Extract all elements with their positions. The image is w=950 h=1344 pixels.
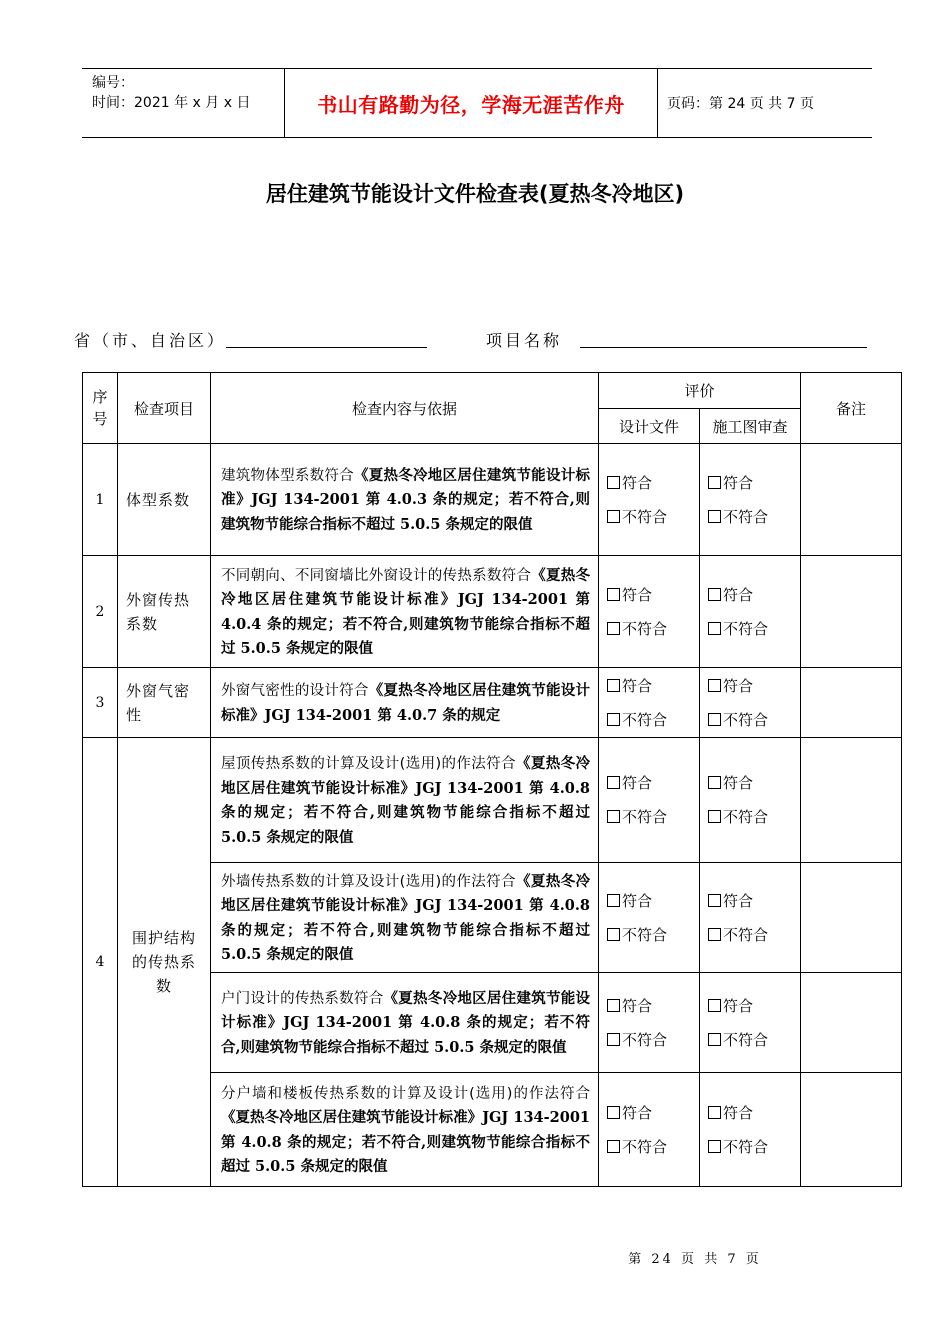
header-remark: 备注	[801, 373, 902, 444]
option-yes[interactable]: 符合	[708, 466, 800, 500]
remark-cell[interactable]	[801, 444, 902, 556]
remark-cell[interactable]	[801, 1073, 902, 1187]
row-item: 围护结构的传热系数	[118, 738, 211, 1187]
design-eval	[599, 973, 700, 1073]
row-content: 建筑物体型系数符合《夏热冬冷地区居住建筑节能设计标准》JGJ 134-2001 第 4.0.3 条的规定；若不符合,则建筑物节能综合指标不超过 5.0.5 条规定的限值	[211, 444, 599, 556]
option-no[interactable]: 不符合	[708, 703, 800, 737]
review-eval	[700, 973, 801, 1073]
remark-cell[interactable]	[801, 556, 902, 668]
motto-text: 书山有路勤为径，学海无涯苦作舟	[317, 92, 625, 117]
page-header	[82, 68, 872, 138]
row-number: 1	[83, 444, 118, 556]
review-eval	[700, 1073, 801, 1187]
option-no[interactable]: 不符合	[708, 1130, 800, 1164]
design-eval	[599, 444, 700, 556]
review-eval	[700, 863, 801, 973]
checkbox-icon	[607, 713, 620, 726]
footer-page-number: 第 24 页 共 7 页	[628, 1252, 762, 1267]
checkbox-icon	[607, 776, 620, 789]
province-field-line	[226, 347, 427, 348]
page-footer	[0, 1248, 950, 1267]
header-info-cell	[82, 69, 285, 137]
option-yes[interactable]: 符合	[708, 669, 800, 703]
option-no[interactable]: 不符合	[607, 500, 699, 534]
review-eval	[700, 444, 801, 556]
checkbox-icon	[708, 476, 721, 489]
option-no[interactable]: 不符合	[708, 800, 800, 834]
checkbox-icon	[607, 810, 620, 823]
checkbox-icon	[708, 999, 721, 1012]
table-row	[83, 556, 902, 668]
option-yes[interactable]: 符合	[607, 466, 699, 500]
design-eval	[599, 863, 700, 973]
review-eval	[700, 738, 801, 863]
checkbox-icon	[607, 1033, 620, 1046]
checkbox-icon	[607, 679, 620, 692]
table-row	[83, 738, 902, 863]
checklist-table	[82, 372, 902, 1187]
checkbox-icon	[607, 622, 620, 635]
checkbox-icon	[607, 588, 620, 601]
row-number: 2	[83, 556, 118, 668]
row-item: 外窗气密性	[118, 668, 211, 738]
option-yes[interactable]: 符合	[607, 669, 699, 703]
header-item: 检查项目	[118, 373, 211, 444]
checkbox-icon	[708, 1140, 721, 1153]
remark-cell[interactable]	[801, 668, 902, 738]
row-content: 分户墙和楼板传热系数的计算及设计(选用)的作法符合《夏热冬冷地区居住建筑节能设计标准》JGJ 134-2001 第 4.0.8 条的规定；若不符合,则建筑物节能综合指标不超过 5.0.5 条规定的限值	[211, 1073, 599, 1187]
option-no[interactable]: 不符合	[607, 918, 699, 952]
review-eval	[700, 556, 801, 668]
option-no[interactable]: 不符合	[607, 1130, 699, 1164]
checkbox-icon	[708, 713, 721, 726]
option-yes[interactable]: 符合	[708, 766, 800, 800]
row-number: 4	[83, 738, 118, 1187]
checkbox-icon	[607, 476, 620, 489]
row-number: 3	[83, 668, 118, 738]
checkbox-icon	[708, 588, 721, 601]
remark-cell[interactable]	[801, 738, 902, 863]
checkbox-icon	[607, 510, 620, 523]
header-content: 检查内容与依据	[211, 373, 599, 444]
table-row	[83, 668, 902, 738]
option-no[interactable]: 不符合	[708, 500, 800, 534]
checkbox-icon	[708, 776, 721, 789]
page-label: 页码：第 24 页 共 7 页	[667, 96, 814, 112]
remark-cell[interactable]	[801, 863, 902, 973]
remark-cell[interactable]	[801, 973, 902, 1073]
option-no[interactable]: 不符合	[607, 800, 699, 834]
design-eval	[599, 668, 700, 738]
time-label: 时间：2021 年 x 月 x 日	[92, 95, 251, 111]
row-content: 户门设计的传热系数符合《夏热冬冷地区居住建筑节能设计标准》JGJ 134-2001 第 4.0.8 条的规定；若不符合,则建筑物节能综合指标不超过 5.0.5 条规定的限值	[211, 973, 599, 1073]
number-label: 编号：	[92, 75, 134, 91]
row-content: 不同朝向、不同窗墙比外窗设计的传热系数符合《夏热冬冷地区居住建筑节能设计标准》JGJ 134-2001 第 4.0.4 条的规定；若不符合,则建筑物节能综合指标不超过 5.0.5 条规定的限值	[211, 556, 599, 668]
project-name-label: 项目名称	[486, 331, 563, 350]
option-no[interactable]: 不符合	[607, 612, 699, 646]
design-eval	[599, 1073, 700, 1187]
header-design: 设计文件	[599, 409, 700, 444]
option-yes[interactable]: 符合	[607, 884, 699, 918]
checkbox-icon	[607, 1140, 620, 1153]
checkbox-icon	[708, 1106, 721, 1119]
option-no[interactable]: 不符合	[607, 703, 699, 737]
option-no[interactable]: 不符合	[708, 1023, 800, 1057]
motto-cell	[285, 69, 658, 137]
header-review: 施工图审查	[700, 409, 801, 444]
checkbox-icon	[607, 928, 620, 941]
row-item: 体型系数	[118, 444, 211, 556]
design-eval	[599, 556, 700, 668]
checkbox-icon	[607, 894, 620, 907]
checkbox-icon	[708, 679, 721, 692]
checkbox-icon	[708, 1033, 721, 1046]
design-eval	[599, 738, 700, 863]
option-no[interactable]: 不符合	[607, 1023, 699, 1057]
table-row	[83, 444, 902, 556]
project-name-field-line	[580, 347, 867, 348]
option-yes[interactable]: 符合	[607, 766, 699, 800]
option-yes[interactable]: 符合	[708, 578, 800, 612]
checkbox-icon	[708, 622, 721, 635]
checkbox-icon	[708, 510, 721, 523]
option-no[interactable]: 不符合	[708, 918, 800, 952]
checkbox-icon	[607, 1106, 620, 1119]
header-row	[83, 373, 902, 409]
checkbox-icon	[708, 894, 721, 907]
province-label: 省（市、自治区）	[74, 331, 227, 350]
row-content: 屋顶传热系数的计算及设计(选用)的作法符合《夏热冬冷地区居住建筑节能设计标准》JGJ 134-2001 第 4.0.8 条的规定；若不符合,则建筑物节能综合指标不超过 5.0.5 条规定的限值	[211, 738, 599, 863]
review-eval	[700, 668, 801, 738]
option-yes[interactable]: 符合	[708, 989, 800, 1023]
option-no[interactable]: 不符合	[708, 612, 800, 646]
option-yes[interactable]: 符合	[607, 1096, 699, 1130]
checkbox-icon	[708, 810, 721, 823]
option-yes[interactable]: 符合	[708, 884, 800, 918]
row-content: 外窗气密性的设计符合《夏热冬冷地区居住建筑节能设计标准》JGJ 134-2001 第 4.0.7 条的规定	[211, 668, 599, 738]
option-yes[interactable]: 符合	[607, 989, 699, 1023]
header-eval: 评价	[599, 373, 801, 409]
header-seq: 序号	[83, 373, 118, 444]
page-number-cell	[658, 69, 872, 137]
document-title: 居住建筑节能设计文件检查表(夏热冬冷地区)	[265, 182, 685, 206]
option-yes[interactable]: 符合	[607, 578, 699, 612]
checkbox-icon	[708, 928, 721, 941]
option-yes[interactable]: 符合	[708, 1096, 800, 1130]
checkbox-icon	[607, 999, 620, 1012]
row-content: 外墙传热系数的计算及设计(选用)的作法符合《夏热冬冷地区居住建筑节能设计标准》JGJ 134-2001 第 4.0.8 条的规定；若不符合,则建筑物节能综合指标不超过 5.0.5 条规定的限值	[211, 863, 599, 973]
row-item: 外窗传热系数	[118, 556, 211, 668]
